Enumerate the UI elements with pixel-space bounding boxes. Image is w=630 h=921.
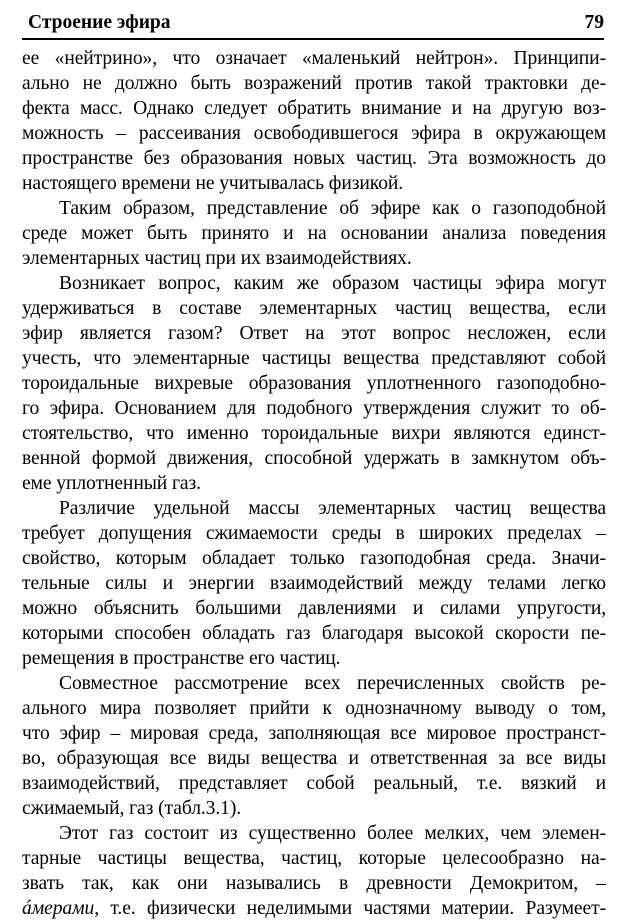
- text-line: среде может быть принято и на основании анализа поведения: [22, 223, 606, 244]
- body-text: [22, 46, 606, 921]
- text-line: Совместное рассмотрение всех перечисленных свойств ре-: [59, 673, 606, 694]
- text-line: что эфир – мировая среда, заполняющая все мировое пространст-: [22, 723, 606, 744]
- text-line: свойство, которым обладает только газоподобная среда. Значи-: [22, 548, 606, 569]
- text-line: тороидальные вихревые образования уплотненного газоподобно-: [22, 373, 606, 394]
- text-line: го эфира. Основанием для подобного утверждения служит то об-: [22, 398, 606, 419]
- page-number: 79: [584, 12, 604, 33]
- text-line: удерживаться в составе элементарных частиц вещества, если: [22, 298, 606, 319]
- text-line: ремещения в пространстве его частиц.: [22, 648, 341, 669]
- text-line: стоятельство, что именно тороидальные вихри являются единст-: [22, 423, 606, 444]
- text-line: настоящего времени не учитывалась физикой.: [22, 173, 404, 194]
- text-line: учесть, что элементарные частицы вещества представляют собой: [22, 348, 606, 369]
- text-line: взаимодействий, представляет собой реальный, т.е. вязкий и: [22, 773, 606, 794]
- text-line: требует допущения сжимаемости среды в широких пределах –: [22, 523, 606, 544]
- text-line: можность – рассеивания освободившегося эфира в окружающем: [22, 123, 606, 144]
- text-line: сжимаемый, газ (табл.3.1).: [22, 798, 242, 819]
- italic-term: áмерами: [22, 898, 95, 919]
- text-line: пространстве без образования новых частиц. Эта возможность до: [22, 148, 606, 169]
- text-line: можно объяснить большими давлениями и силами упругости,: [22, 598, 606, 619]
- text-line: Возникает вопрос, каким же образом частицы эфира могут: [59, 273, 606, 294]
- page-header: [22, 10, 604, 40]
- text-line: элементарных частиц при их взаимодействиях.: [22, 248, 412, 269]
- final-line-rest: , т.е. физически неделимыми частями материи. Разумеет-: [94, 898, 606, 919]
- text-line: венной формой движения, способной удержать в замкнутом объ-: [22, 448, 606, 469]
- text-line: звать так, как они назывались в древности Демокритом, –: [22, 873, 606, 894]
- text-line: ального мира позволяет прийти к однозначному выводу о том,: [22, 698, 606, 719]
- text-line: тарные частицы вещества, частиц, которые целесообразно на-: [22, 848, 606, 869]
- text-line: Различие удельной массы элементарных частиц вещества: [59, 498, 606, 519]
- text-line: фекта масс. Однако следует обратить внимание и на другую воз-: [22, 98, 606, 119]
- text-line: которыми способен обладать газ благодаря высокой скорости пе-: [22, 623, 606, 644]
- text-line: Этот газ состоит из существенно более мелких, чем элемен-: [59, 823, 606, 844]
- text-line: ее «нейтрино», что означает «маленький нейтрон». Принципи-: [22, 48, 606, 69]
- text-line: Таким образом, представление об эфире как о газоподобной: [59, 198, 606, 219]
- text-line: во, образующая все виды вещества и ответственная за все виды: [22, 748, 606, 769]
- text-line: эфир является газом? Ответ на этот вопрос несложен, если: [22, 323, 606, 344]
- running-title: Строение эфира: [28, 12, 171, 33]
- text-line: еме уплотненный газ.: [22, 473, 201, 494]
- text-line: тельные силы и энергии взаимодействий между телами легко: [22, 573, 606, 594]
- text-line: ально не должно быть возражений против такой трактовки де-: [22, 73, 606, 94]
